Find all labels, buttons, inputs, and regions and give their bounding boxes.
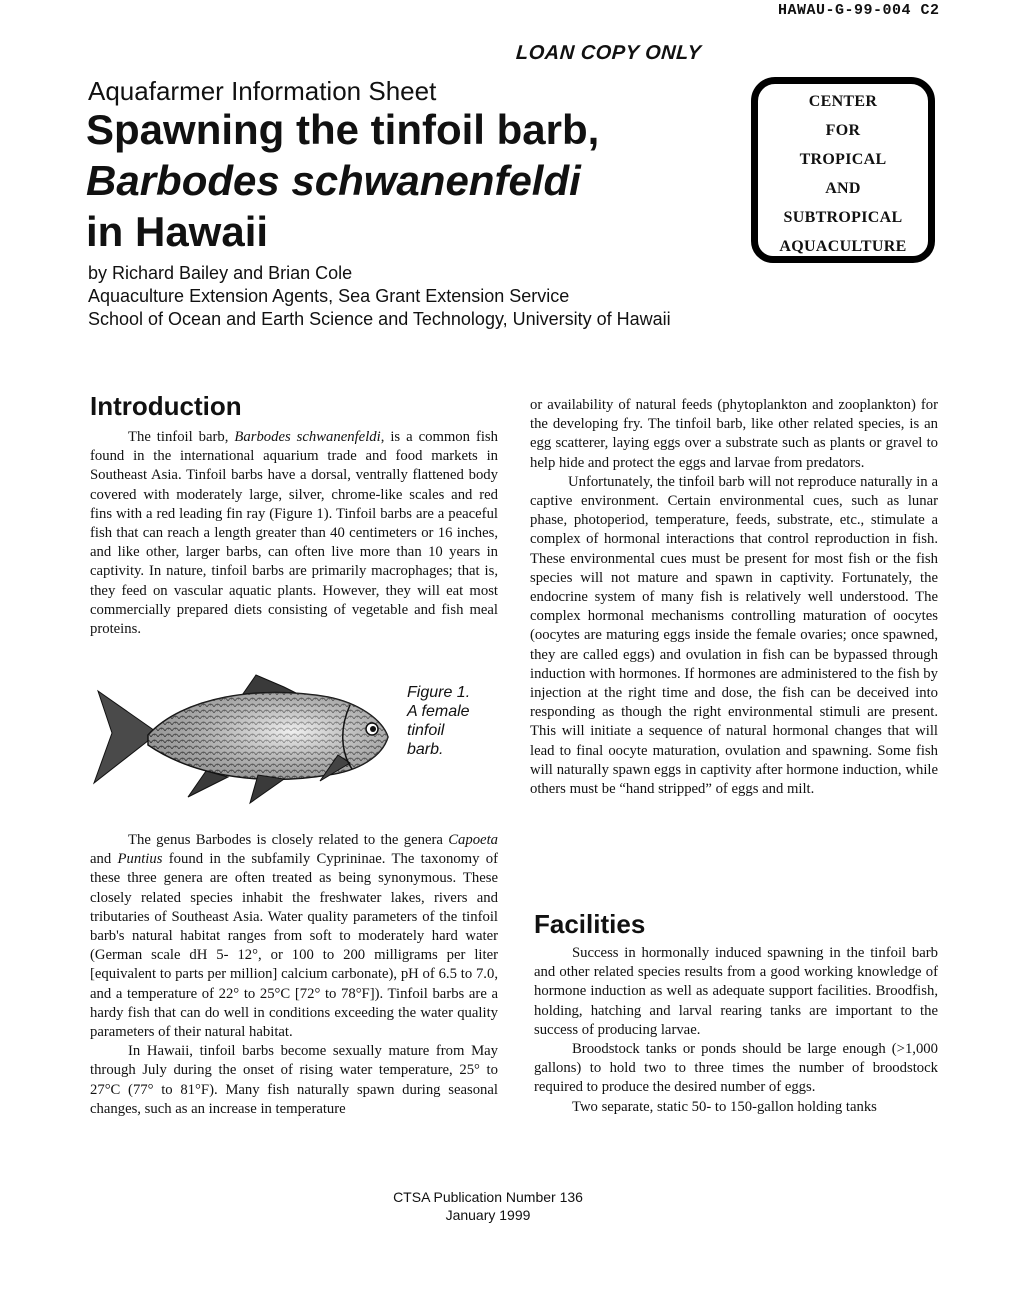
text-run: The genus Barbodes is closely related to the genera: [128, 832, 449, 848]
species-name: Barbodes schwanenfeldi: [234, 429, 381, 445]
author-block: [88, 262, 671, 331]
text-run: found in the subfamily Cyprininae. The taxonomy of these three genera are often treated as being synonymous. These closely related species inhabit the freshwater lakes, rivers and tributaries of Southeast Asia. Water quality parameters of the tinfoil barb's natural habitat ranges from soft to moderately hard water (German scale dH 5- 12°, or 100 to 200 milligrams per liter [equivalent to parts per million] calcium carbonate), pH of 6.5 to 7.0, and a temperature of 22° to 25°C [72° to 78°F]). Tinfoil barbs are a hardy fish that can do well in conditions exceeding the water quality parameters of their natural habitat.: [90, 851, 498, 1041]
publication-number: CTSA Publication Number 136: [393, 1189, 583, 1205]
paragraph: or availability of natural feeds (phytoplankton and zooplankton) for the developing fry. The tinfoil barb, like other related species, is an egg scatterer, laying eggs over a substrate such as plants or gravel to help hide and protect the eggs and larvae from predators.: [530, 397, 938, 471]
paragraph: Broodstock tanks or ponds should be large enough (>1,000 gallons) to hold two to three times the number of broodstock required to produce the desired number of eggs.: [534, 1041, 938, 1096]
logo-line: AQUACULTURE: [779, 238, 907, 255]
anal-fin: [188, 771, 228, 797]
title-line-1: Spawning the tinfoil barb,: [86, 106, 600, 153]
affiliation-line-2: School of Ocean and Earth Science and Technology, University of Hawaii: [88, 309, 671, 329]
text-run: and: [90, 851, 118, 868]
genus-name: Puntius: [117, 851, 163, 868]
paragraph: In Hawaii, tinfoil barbs become sexually mature from May through July during the onset of rising water temperature, 25° to 27°C (77° to 81°F). Many fish naturally spawn during seasonal changes, such as an increase in temperature: [90, 1043, 498, 1117]
facilities-heading: Facilities: [534, 909, 646, 939]
paragraph: Success in hormonally induced spawning in the tinfoil barb and other related species results from a good working knowledge of hormone induction as well as adequate support facilities. Broodfish, holding, hatching and larval rearing tanks are important to the success of producing larvae.: [534, 945, 938, 1038]
logo-line: AND: [825, 180, 861, 197]
paragraph: [90, 428, 498, 639]
genus-name: Capoeta: [448, 832, 498, 848]
title-line-2-species: Barbodes schwanenfeldi: [86, 157, 581, 204]
logo-line: FOR: [825, 122, 861, 139]
text-run: The tinfoil barb,: [128, 429, 235, 445]
byline: by Richard Bailey and Brian Cole: [88, 263, 353, 283]
figure-caption: [407, 683, 470, 759]
paragraph: Two separate, static 50- to 150-gallon holding tanks: [572, 1098, 877, 1115]
ctsa-logo: [751, 77, 935, 263]
caption-line: A female: [407, 703, 470, 720]
introduction-paragraphs-2-3: [90, 831, 498, 1119]
loan-copy-stamp: LOAN COPY ONLY: [515, 42, 702, 64]
series-title: Aquafarmer Information Sheet: [88, 76, 437, 106]
document-id: HAWAU-G-99-004 C2: [778, 2, 940, 19]
page-title: [86, 104, 599, 257]
caption-line: tinfoil: [407, 722, 445, 739]
facilities-text: [534, 944, 938, 1117]
caption-line: barb.: [407, 741, 444, 758]
fish-body-shading: [148, 693, 388, 780]
paragraph: [90, 831, 498, 1042]
caption-line: Figure 1.: [407, 684, 471, 701]
tinfoil-barb-figure: [88, 671, 400, 805]
publication-date: January 1999: [445, 1207, 531, 1223]
introduction-heading: Introduction: [90, 391, 242, 421]
introduction-paragraph-1: [90, 428, 498, 639]
text-run: , is a common fish found in the international aquarium trade and food markets in Southeast Asia. Tinfoil barbs have a dorsal, ventrally flattened body covered with moderately large, silver, chrome-like scales and red fins with a red leading fin ray (Figure 1). Tinfoil barbs are a peaceful fish that can reach a length greater than 40 centimeters or 16 inches, and like other, larger barbs, can often live more than 10 years in captivity. In nature, tinfoil barbs are primarily macrophages; that is, they feed on vascular aquatic plants. However, they will eat most commercially prepared diets consisting of vegetable and fish meal proteins.: [90, 429, 498, 638]
page-footer: [0, 1188, 976, 1224]
affiliation-line-1: Aquaculture Extension Agents, Sea Grant Extension Service: [88, 286, 570, 306]
title-line-3: in Hawaii: [86, 208, 269, 255]
logo-line: CENTER: [808, 93, 878, 110]
paragraph: Unfortunately, the tinfoil barb will not reproduce naturally in a captive environment. Certain environmental cues, such as lunar phase, photoperiod, temperature, feeds, substrate, etc., stimulate a complex of hormonal interactions that control reproduction in fish. These environmental cues must be present for most fish or the fish species will not mature and spawn in captivity. Fortunately, the endocrine system of many fish is relatively well understood. The complex hormonal mechanisms controlling maturation of oocytes (oocytes are maturing eggs inside the female ovaries; once spawned, they are called eggs) and ovulation in fish can be bypassed through induction with hormones. If hormones are administered to the fish by injection at the right time and dose, the fish can be deceived into responding as though the right environmental stimuli are present. This will initiate a sequence of natural hormonal changes that will lead to final oocyte maturation, ovulation and spawning. Some fish will naturally spawn eggs in captivity after hormone induction, while others must be “hand stripped” of eggs and milt.: [530, 473, 938, 798]
logo-line: TROPICAL: [799, 151, 887, 168]
logo-line: SUBTROPICAL: [783, 209, 903, 226]
right-column-text: [530, 396, 938, 799]
fish-pupil: [370, 726, 376, 732]
